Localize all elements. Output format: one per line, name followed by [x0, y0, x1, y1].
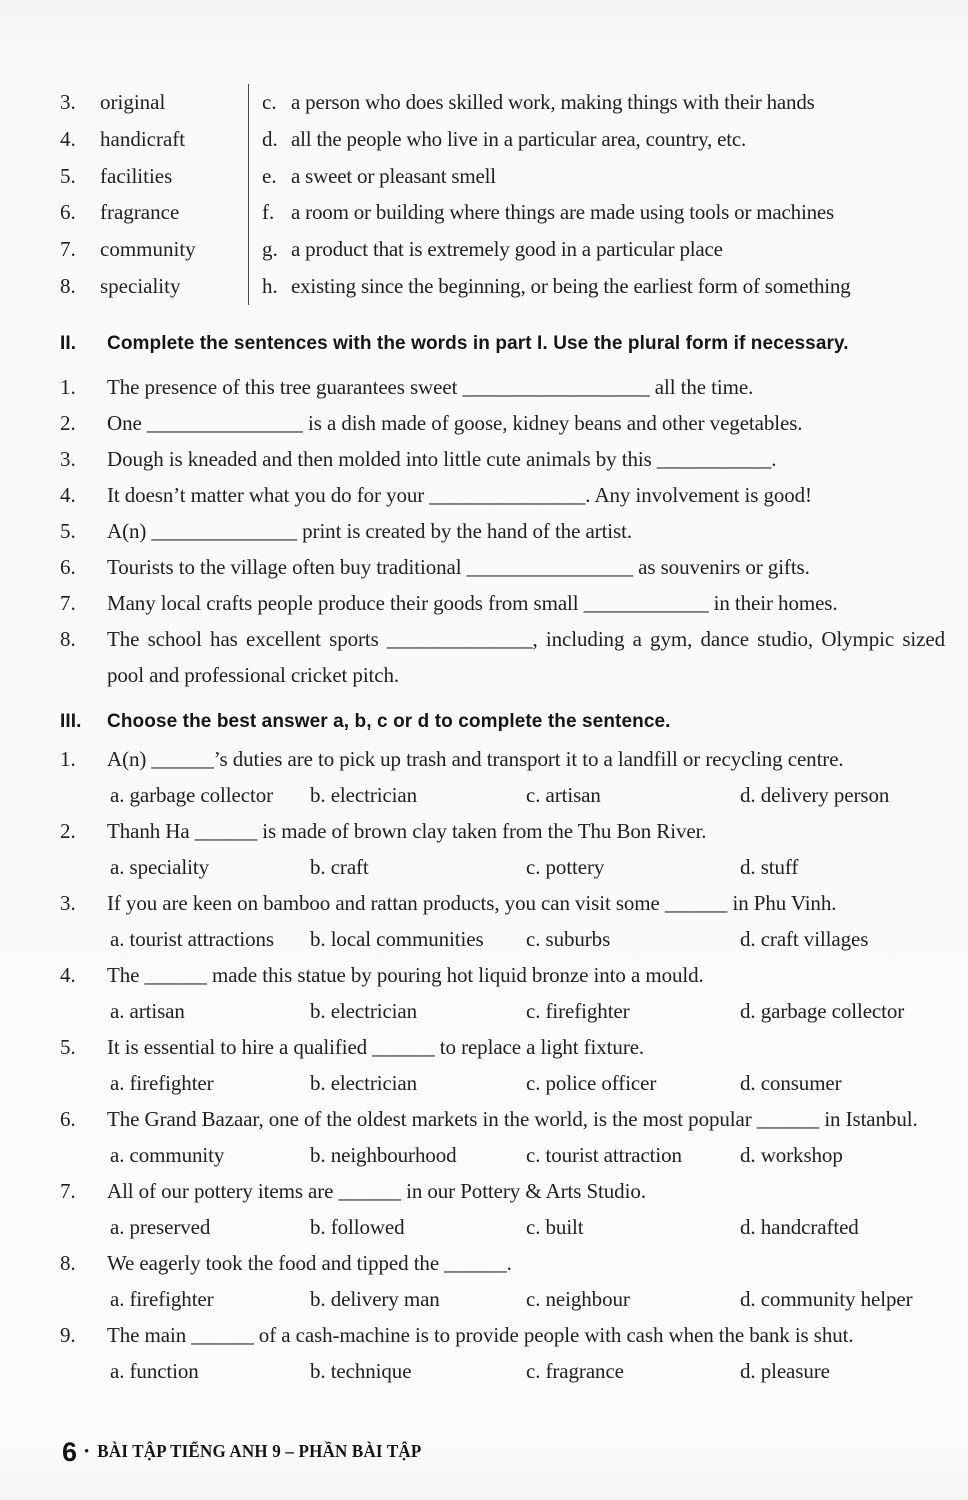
option-b: b. delivery man: [310, 1286, 440, 1311]
option-a: a. garbage collector: [110, 782, 273, 807]
matching-row: [60, 268, 945, 305]
question-number: 6.: [60, 1106, 76, 1131]
matching-row: [60, 231, 945, 268]
question: [60, 885, 945, 957]
option-d: d. community helper: [740, 1286, 913, 1311]
option-b: b. electrician: [310, 782, 418, 807]
section-2-heading: [60, 329, 945, 359]
section-3-numeral: III.: [60, 710, 82, 732]
option-b: b. electrician: [310, 998, 418, 1023]
fill-in-item: [60, 369, 945, 405]
option-a: a. firefighter: [110, 1286, 214, 1311]
matching-definition-text: a product that is extremely good in a particular place: [291, 237, 723, 262]
question-stem: If you are keen on bamboo and rattan products, you can visit some ______ in Phu Vinh.: [107, 890, 837, 915]
matching-definition: [248, 268, 945, 305]
fill-in-item: [60, 621, 945, 693]
option-b: b. local communities: [310, 926, 484, 951]
matching-number: 3.: [60, 90, 76, 114]
matching-definition-text: a room or building where things are made using tools or machines: [291, 200, 834, 225]
question-stem: It is essential to hire a qualified ______ to replace a light fixture.: [107, 1034, 645, 1059]
question-stem: We eagerly took the food and tipped the ______.: [107, 1250, 512, 1275]
option-a: a. tourist attractions: [110, 926, 275, 951]
option-c: c. pottery: [526, 854, 605, 879]
answer-options: [110, 993, 945, 1029]
option-c: c. fragrance: [526, 1358, 624, 1383]
question-stem: A(n) ______’s duties are to pick up trash and transport it to a landfill or recycling centre.: [107, 746, 844, 771]
fill-in-item: [60, 441, 945, 477]
fill-in-item: [60, 513, 945, 549]
matching-exercise: [60, 84, 945, 305]
question: [60, 1029, 945, 1101]
item-number: 5.: [60, 518, 76, 543]
section-2-numeral: II.: [60, 332, 77, 354]
matching-row: [60, 194, 945, 231]
fill-in-item: [60, 405, 945, 441]
option-c: c. firefighter: [526, 998, 630, 1023]
question-number: 8.: [60, 1250, 76, 1275]
item-sentence: The presence of this tree guarantees sweet __________________ all the time.: [107, 374, 754, 399]
page-footer: [62, 1438, 422, 1466]
matching-word: speciality: [100, 273, 181, 298]
question: [60, 1245, 945, 1317]
fill-in-item: [60, 549, 945, 585]
answer-options: [110, 777, 945, 813]
page-number: 6: [62, 1437, 78, 1467]
matching-number: 5.: [60, 163, 76, 188]
question-number: 3.: [60, 890, 76, 915]
option-c: c. tourist attraction: [526, 1142, 682, 1167]
option-d: d. stuff: [740, 854, 799, 879]
matching-definition-text: a sweet or pleasant smell: [291, 163, 496, 188]
matching-row: [60, 158, 945, 195]
matching-definition: [248, 158, 945, 195]
matching-definition-text: a person who does skilled work, making things with their hands: [291, 90, 815, 114]
question-number: 4.: [60, 962, 76, 987]
question-number: 9.: [60, 1322, 76, 1347]
matching-word: facilities: [100, 163, 173, 188]
multiple-choice-exercise: [60, 741, 945, 1389]
option-d: d. consumer: [740, 1070, 842, 1095]
item-sentence: The school has excellent sports ______________, including a gym, dance studio, Olympic sized pool and professional cricket pitch.: [107, 626, 945, 687]
option-d: d. handcrafted: [740, 1214, 859, 1239]
section-3-heading: [60, 707, 945, 737]
option-c: c. artisan: [526, 782, 601, 807]
question: [60, 1317, 945, 1389]
option-b: b. technique: [310, 1358, 412, 1383]
question-stem-row: [60, 741, 945, 777]
question-stem-row: [60, 1101, 945, 1137]
answer-options: [110, 1137, 945, 1173]
question: [60, 813, 945, 885]
matching-row: [60, 84, 945, 121]
matching-letter: h.: [262, 273, 278, 298]
matching-word: handicraft: [100, 126, 186, 151]
matching-number: 7.: [60, 237, 76, 262]
option-d: d. craft villages: [740, 926, 869, 951]
matching-definition: [248, 194, 945, 231]
item-sentence: Many local crafts people produce their goods from small ____________ in their homes.: [107, 590, 838, 615]
matching-letter: g.: [262, 237, 278, 262]
item-number: 3.: [60, 446, 76, 471]
item-sentence: A(n) ______________ print is created by the hand of the artist.: [107, 518, 632, 543]
matching-letter: c.: [262, 90, 277, 114]
matching-word: original: [100, 90, 166, 114]
answer-options: [110, 1209, 945, 1245]
matching-number: 6.: [60, 200, 76, 225]
question: [60, 1173, 945, 1245]
question-stem: The ______ made this statue by pouring hot liquid bronze into a mould.: [107, 962, 704, 987]
matching-definition-text: existing since the beginning, or being the earliest form of something: [291, 273, 851, 298]
item-number: 4.: [60, 482, 76, 507]
matching-word: fragrance: [100, 200, 180, 225]
matching-number: 4.: [60, 126, 76, 151]
item-number: 7.: [60, 590, 76, 615]
question-number: 2.: [60, 818, 76, 843]
question-stem-row: [60, 1029, 945, 1065]
matching-number: 8.: [60, 273, 76, 298]
option-c: c. suburbs: [526, 926, 611, 951]
question-stem: The main ______ of a cash-machine is to provide people with cash when the bank is shut.: [107, 1322, 854, 1347]
matching-letter: f.: [262, 200, 275, 225]
matching-definition: [248, 231, 945, 268]
option-b: b. followed: [310, 1214, 405, 1239]
option-a: a. preserved: [110, 1214, 211, 1239]
answer-options: [110, 1281, 945, 1317]
question-number: 5.: [60, 1034, 76, 1059]
option-c: c. police officer: [526, 1070, 657, 1095]
matching-definition: [248, 84, 945, 121]
item-number: 6.: [60, 554, 76, 579]
question: [60, 1101, 945, 1173]
option-c: c. neighbour: [526, 1286, 630, 1311]
item-number: 2.: [60, 410, 76, 435]
matching-letter: d.: [262, 126, 278, 151]
item-sentence: Dough is kneaded and then molded into little cute animals by this ___________.: [107, 446, 777, 471]
item-sentence: Tourists to the village often buy traditional ________________ as souvenirs or gifts.: [107, 554, 810, 579]
question: [60, 957, 945, 1029]
option-d: d. pleasure: [740, 1358, 830, 1383]
answer-options: [110, 849, 945, 885]
answer-options: [110, 1065, 945, 1101]
option-a: a. function: [110, 1358, 199, 1383]
section-3-title: Choose the best answer a, b, c or d to complete the sentence.: [107, 710, 671, 732]
item-sentence: It doesn’t matter what you do for your _______________. Any involvement is good!: [107, 482, 812, 507]
option-d: d. garbage collector: [740, 998, 905, 1023]
item-number: 8.: [60, 626, 76, 651]
option-a: a. artisan: [110, 998, 185, 1023]
question-stem-row: [60, 957, 945, 993]
option-a: a. community: [110, 1142, 225, 1167]
matching-word: community: [100, 237, 196, 262]
item-number: 1.: [60, 374, 76, 399]
fill-in-item: [60, 477, 945, 513]
answer-options: [110, 921, 945, 957]
option-a: a. firefighter: [110, 1070, 214, 1095]
question-number: 7.: [60, 1178, 76, 1203]
option-a: a. speciality: [110, 854, 209, 879]
question-stem-row: [60, 1245, 945, 1281]
option-b: b. craft: [310, 854, 369, 879]
question-number: 1.: [60, 746, 76, 771]
answer-options: [110, 1353, 945, 1389]
section-2-title: Complete the sentences with the words in part I. Use the plural form if necessary.: [107, 332, 849, 354]
matching-letter: e.: [262, 163, 277, 188]
fill-in-item: [60, 585, 945, 621]
item-sentence: One _______________ is a dish made of goose, kidney beans and other vegetables.: [107, 410, 803, 435]
option-d: d. workshop: [740, 1142, 843, 1167]
fill-in-exercise: [60, 369, 945, 693]
question-stem: Thanh Ha ______ is made of brown clay taken from the Thu Bon River.: [107, 818, 707, 843]
matching-definition: [248, 121, 945, 158]
option-d: d. delivery person: [740, 782, 890, 807]
question-stem: The Grand Bazaar, one of the oldest markets in the world, is the most popular ______ in Istanbul.: [107, 1106, 918, 1131]
footer-bullet: •: [84, 1443, 90, 1460]
question-stem: All of our pottery items are ______ in our Pottery & Arts Studio.: [107, 1178, 646, 1203]
question-stem-row: [60, 885, 945, 921]
option-c: c. built: [526, 1214, 584, 1239]
question-stem-row: [60, 813, 945, 849]
question-stem-row: [60, 1317, 945, 1353]
matching-definition-text: all the people who live in a particular area, country, etc.: [291, 126, 747, 151]
matching-row: [60, 121, 945, 158]
question-stem-row: [60, 1173, 945, 1209]
question: [60, 741, 945, 813]
option-b: b. neighbourhood: [310, 1142, 457, 1167]
page-content: [60, 84, 945, 1389]
option-b: b. electrician: [310, 1070, 418, 1095]
book-title: BÀI TẬP TIẾNG ANH 9 – PHẦN BÀI TẬP: [97, 1441, 422, 1462]
